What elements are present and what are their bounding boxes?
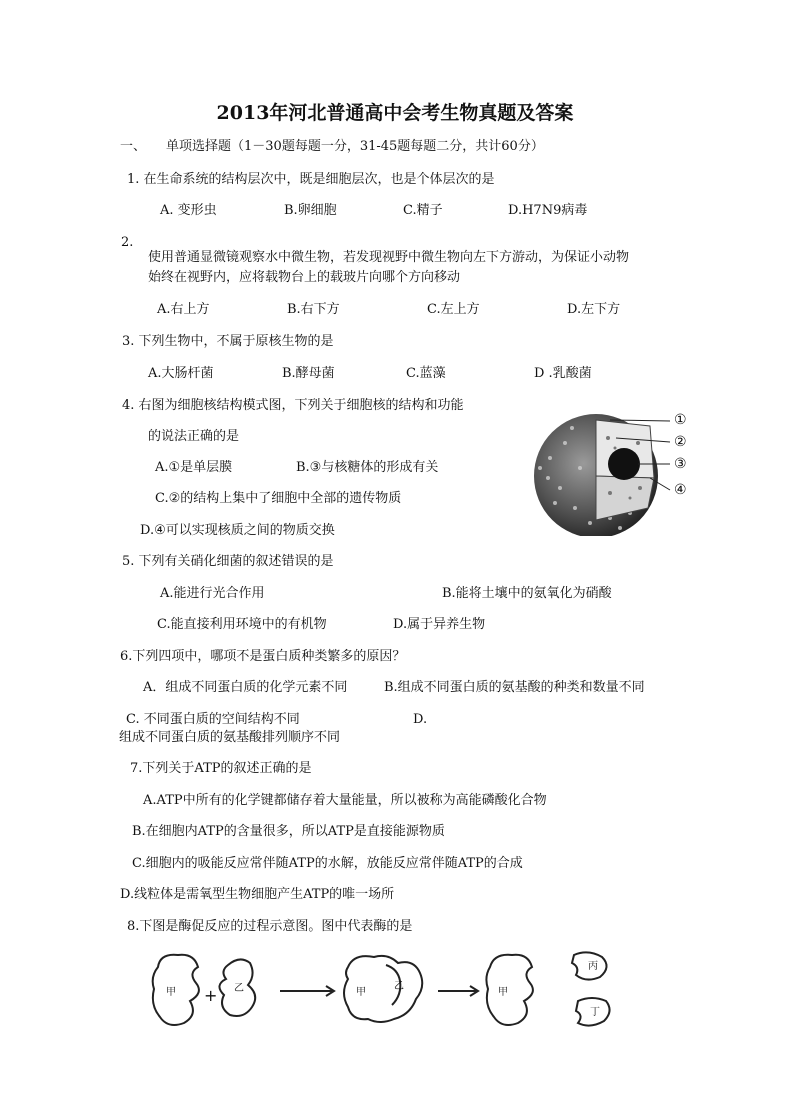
q2-line2: 始终在视野内，应将载物台上的载玻片向哪个方向移动 — [148, 270, 461, 285]
q4-line1: 4. 右图为细胞核结构模式图，下列关于细胞核的结构和功能 — [122, 398, 464, 413]
q1-option-a: A. 变形虫 — [160, 203, 217, 218]
label-3: ③ — [674, 456, 687, 472]
q1-option-b: B.卵细胞 — [284, 203, 337, 218]
q2-option-d: D.左下方 — [567, 302, 621, 317]
q8-stem: 8.下图是酶促反应的过程示意图。图中代表酶的是 — [127, 919, 413, 934]
q6-option-d-letter: D. — [413, 712, 428, 727]
q4-option-c: C.②的结构上集中了细胞中全部的遗传物质 — [155, 491, 402, 506]
label-4: ④ — [674, 482, 687, 498]
q7-option-a: A.ATP中所有的化学键都储存着大量能量，所以被称为高能磷酸化合物 — [143, 793, 547, 808]
q4-option-b: B.③与核糖体的形成有关 — [296, 460, 439, 475]
label-yi-2: 乙 — [394, 981, 404, 992]
q6-option-b: B.组成不同蛋白质的氨基酸的种类和数量不同 — [384, 680, 645, 695]
page-title: 2013年河北普通高中会考生物真题及答案 — [216, 102, 574, 124]
q3-option-a: A.大肠杆菌 — [148, 366, 214, 381]
label-2: ② — [674, 434, 687, 450]
q6-option-c: C. 不同蛋白质的空间结构不同 — [126, 712, 300, 727]
label-plus: + — [204, 986, 218, 1005]
q3-stem: 3. 下列生物中，不属于原核生物的是 — [122, 334, 334, 349]
q7-option-d: D.线粒体是需氧型生物细胞产生ATP的唯一场所 — [120, 887, 395, 902]
section-heading: 单项选择题（1－30题每题一分，31-45题每题二分，共计60分） — [166, 139, 544, 154]
q5-option-c: C.能直接利用环境中的有机物 — [157, 617, 327, 632]
q4-option-a: A.①是单层膜 — [155, 460, 233, 475]
label-bing: 丙 — [588, 961, 598, 972]
q4-line2: 的说法正确的是 — [148, 429, 240, 444]
q6-option-d-text: 组成不同蛋白质的氨基酸排列顺序不同 — [119, 730, 341, 745]
q5-option-a: A.能进行光合作用 — [160, 586, 265, 601]
q7-stem: 7.下列关于ATP的叙述正确的是 — [130, 761, 312, 776]
q1-option-d: D.H7N9病毒 — [508, 203, 588, 218]
q2-option-a: A.右上方 — [157, 302, 210, 317]
q6-stem: 6.下列四项中，哪项不是蛋白质种类繁多的原因？ — [120, 649, 406, 664]
q2-option-b: B.右下方 — [287, 302, 340, 317]
label-jia: 甲 — [166, 987, 176, 998]
q5-stem: 5. 下列有关硝化细菌的叙述错误的是 — [122, 554, 334, 569]
q3-option-d: D .乳酸菌 — [534, 366, 592, 381]
q6-option-a: A．组成不同蛋白质的化学元素不同 — [143, 680, 348, 695]
q4-option-d: D.④可以实现核质之间的物质交换 — [140, 523, 335, 538]
q2-option-c: C.左上方 — [427, 302, 480, 317]
q3-option-c: C.蓝藻 — [406, 366, 446, 381]
q2-number: 2. — [121, 235, 134, 250]
label-jia-3: 甲 — [498, 987, 508, 998]
q2-line1: 使用普通显微镜观察水中微生物，若发现视野中微生物向左下方游动，为保证小动物 — [148, 250, 630, 265]
label-ding: 丁 — [590, 1007, 600, 1018]
nucleus-diagram — [520, 408, 700, 536]
q7-option-b: B.在细胞内ATP的含量很多，所以ATP是直接能源物质 — [132, 824, 445, 839]
q1-option-c: C.精子 — [403, 203, 443, 218]
q1-stem: 1. 在生命系统的结构层次中，既是细胞层次，也是个体层次的是 — [127, 172, 495, 187]
enzyme-reaction-diagram — [148, 945, 628, 1037]
q5-option-d: D.属于异养生物 — [393, 617, 486, 632]
section-number: 一、 — [120, 139, 147, 154]
label-yi: 乙 — [234, 983, 244, 994]
label-jia-2: 甲 — [356, 987, 366, 998]
label-1: ① — [674, 412, 687, 428]
q3-option-b: B.酵母菌 — [282, 366, 335, 381]
q5-option-b: B.能将土壤中的氨氧化为硝酸 — [442, 586, 612, 601]
q7-option-c: C.细胞内的吸能反应常伴随ATP的水解，放能反应常伴随ATP的合成 — [132, 856, 523, 871]
